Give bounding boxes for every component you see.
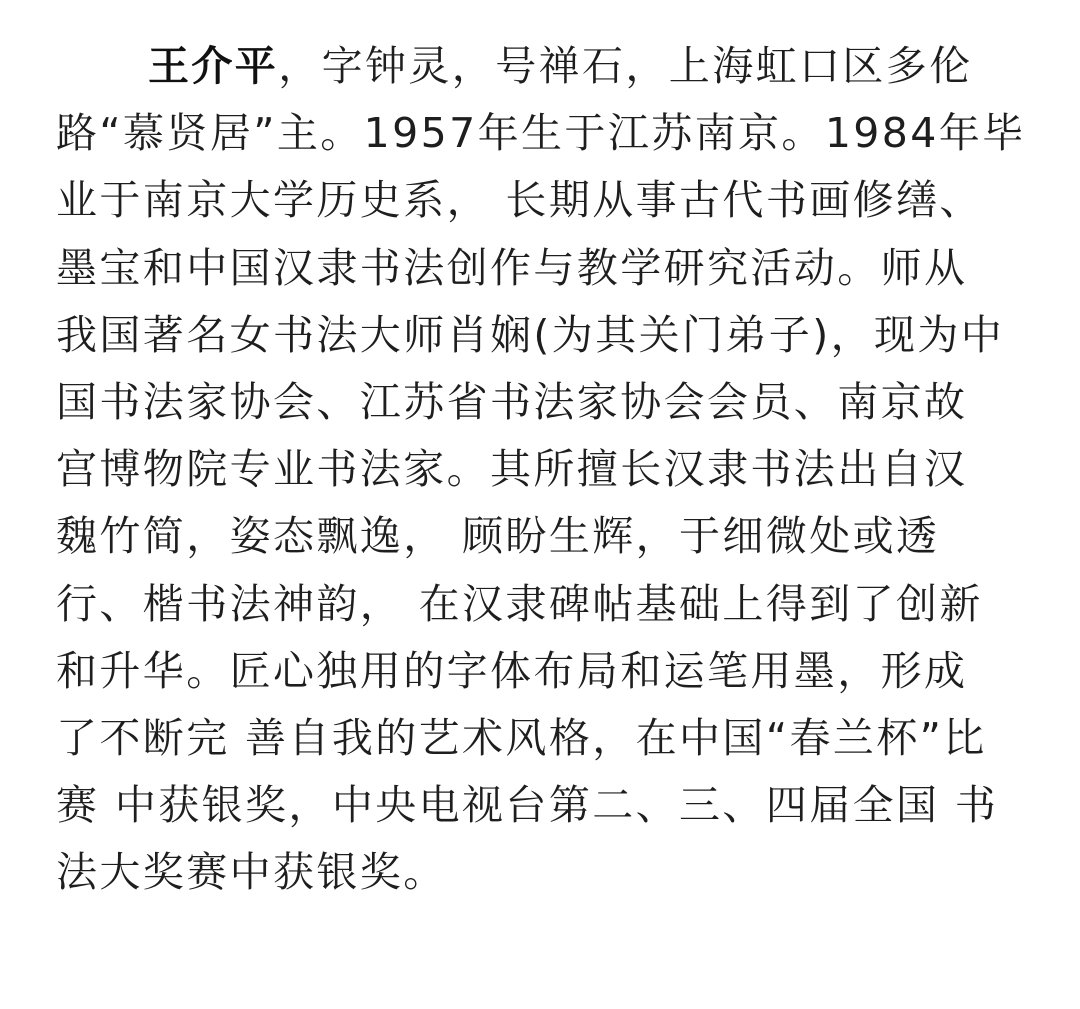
paragraph-line: 了不断完 善自我的艺术风格，在中国“春兰杯”比: [56, 713, 987, 762]
paragraph-line: 和升华。匠心独用的字体布局和运笔用墨，形成: [56, 646, 968, 695]
paragraph-line: 魏竹简，姿态飘逸， 顾盼生辉，于细微处或透: [56, 512, 940, 561]
first-line-text: ，字钟灵，号禅石，上海虹口区多伦: [278, 42, 973, 90]
paragraph-line: 国书法家协会、江苏省书法家协会会员、南京故: [56, 377, 968, 426]
paragraph-line: 墨宝和中国汉隶书法创作与教学研究活动。师从: [56, 243, 968, 292]
person-name: 王介平: [148, 42, 279, 90]
paragraph-line: 赛 中获银奖，中央电视台第二、三、四届全国 书: [56, 781, 999, 830]
paragraph-line: 法大奖赛中获银奖。: [56, 848, 447, 897]
paragraph-first-line: [56, 33, 1036, 100]
biography-article: [56, 33, 1036, 906]
paragraph-line: 路“慕贤居”主。1957年生于江苏南京。1984年毕: [56, 109, 1026, 158]
paragraph-line: 我国著名女书法大师肖娴(为其关门弟子)，现为中: [56, 310, 1005, 359]
paragraph-line: 行、楷书法神韵， 在汉隶碑帖基础上得到了创新: [56, 579, 983, 628]
paragraph-line: 业于南京大学历史系， 长期从事古代书画修缮、: [56, 176, 983, 225]
paragraph-line: 宫博物院专业书法家。其所擅长汉隶书法出自汉: [56, 445, 968, 494]
